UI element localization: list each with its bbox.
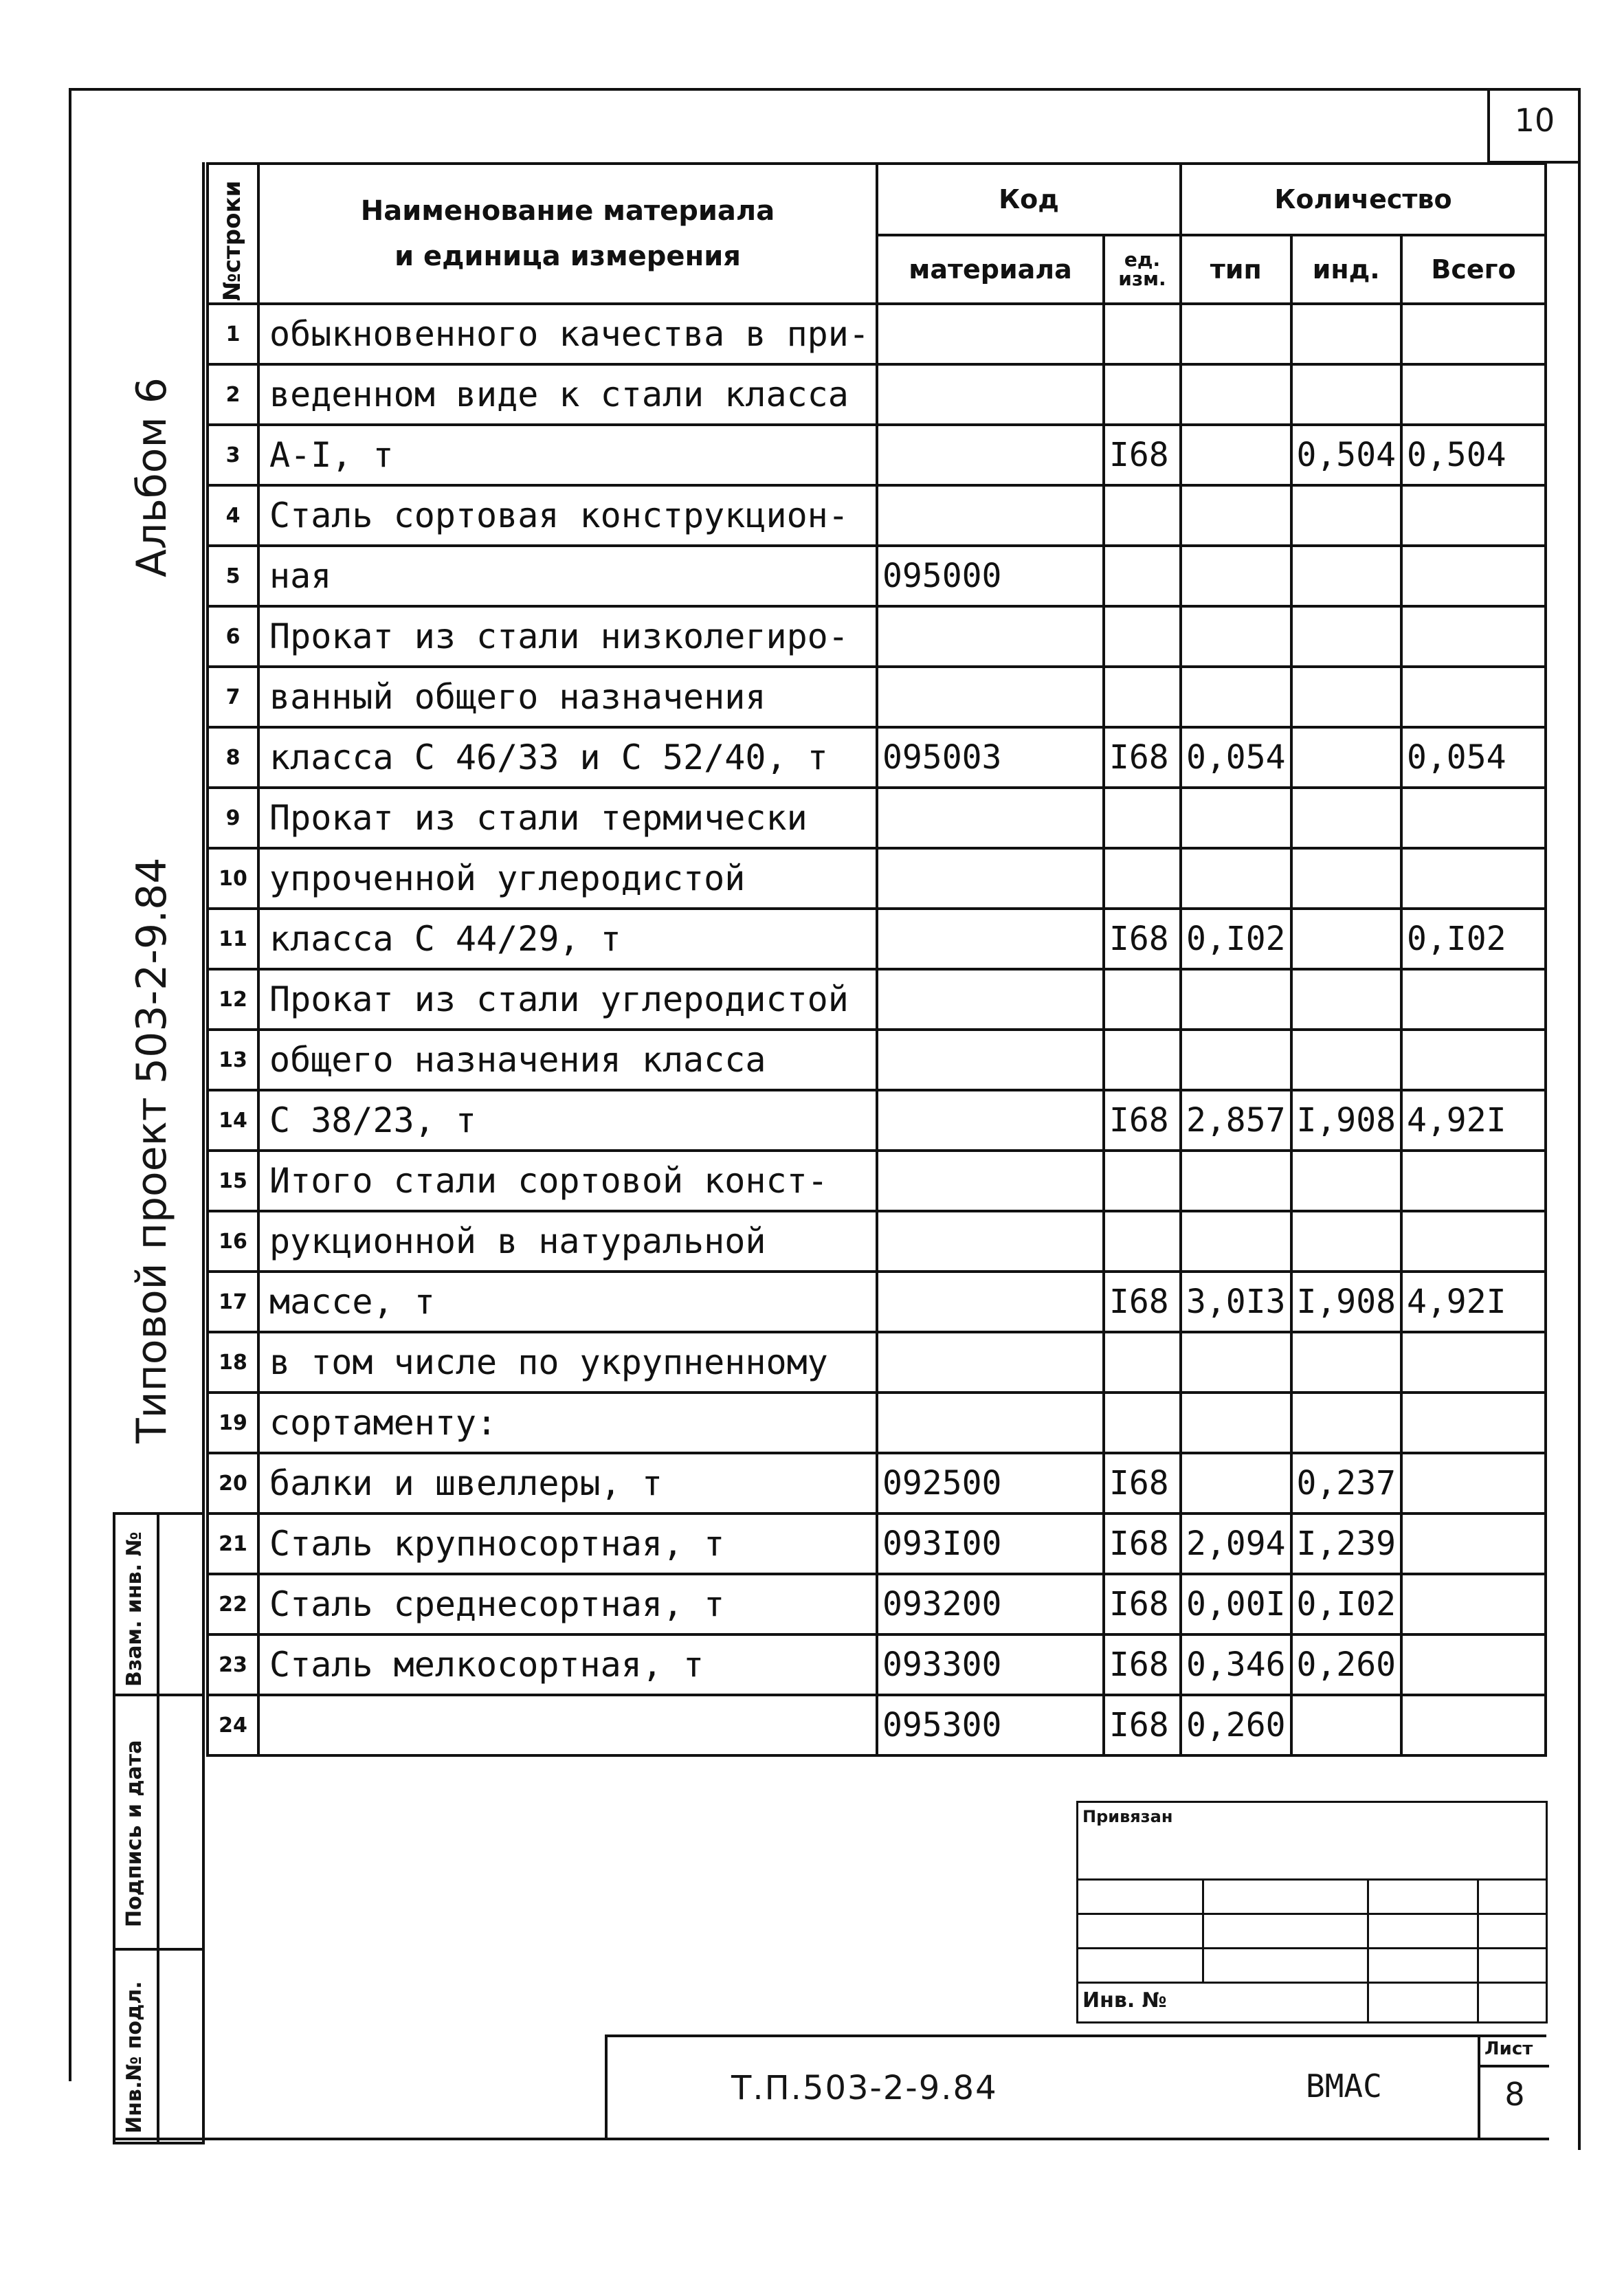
row-qty-typ: 0,I02 bbox=[1181, 909, 1291, 969]
frame-top-line bbox=[69, 88, 1581, 91]
row-material-code bbox=[877, 848, 1104, 909]
table-row bbox=[208, 1332, 1546, 1393]
row-number: 10 bbox=[208, 848, 258, 909]
row-material-code bbox=[877, 304, 1104, 364]
row-qty-ind bbox=[1291, 546, 1402, 606]
privyazan-line-3 bbox=[1078, 1947, 1546, 1949]
side-title-album: Альбом 6 bbox=[128, 377, 176, 577]
row-qty-typ: 3,0I3 bbox=[1181, 1272, 1291, 1332]
row-unit-code bbox=[1104, 788, 1181, 848]
row-number: 7 bbox=[208, 667, 258, 727]
row-qty-typ bbox=[1181, 667, 1291, 727]
row-qty-ind: 0,260 bbox=[1291, 1634, 1402, 1695]
table-row bbox=[208, 848, 1546, 909]
row-qty-total bbox=[1401, 364, 1546, 425]
row-qty-total: 0,I02 bbox=[1401, 909, 1546, 969]
table-row bbox=[208, 1453, 1546, 1514]
header-total: Всего bbox=[1401, 235, 1546, 304]
row-name: Прокат из стали углеродистой bbox=[258, 969, 877, 1030]
inv-no-label: Инв. № bbox=[1082, 1988, 1167, 2013]
row-material-code: 093300 bbox=[877, 1634, 1104, 1695]
row-qty-total bbox=[1401, 1514, 1546, 1574]
row-number: 11 bbox=[208, 909, 258, 969]
row-material-code bbox=[877, 1151, 1104, 1211]
row-material-code bbox=[877, 1272, 1104, 1332]
sheet-number: 8 bbox=[1504, 2076, 1525, 2113]
sheet-corner-box bbox=[1487, 89, 1579, 164]
row-qty-ind: 0,I02 bbox=[1291, 1574, 1402, 1634]
row-name: сортаменту: bbox=[258, 1393, 877, 1453]
row-number: 9 bbox=[208, 788, 258, 848]
sheet-box bbox=[1478, 2037, 1549, 2140]
row-unit-code bbox=[1104, 1030, 1181, 1090]
row-number: 20 bbox=[208, 1453, 258, 1514]
row-qty-ind: I,908 bbox=[1291, 1090, 1402, 1151]
left-stamp bbox=[113, 1512, 205, 2144]
row-name: рукционной в натуральной bbox=[258, 1211, 877, 1272]
row-name: С 38/23, т bbox=[258, 1090, 877, 1151]
table-row bbox=[208, 1393, 1546, 1453]
designation: Т.П.503-2-9.84 bbox=[731, 2069, 998, 2107]
privyazan-line-2 bbox=[1078, 1913, 1546, 1915]
row-material-code bbox=[877, 1393, 1104, 1453]
row-qty-total bbox=[1401, 848, 1546, 909]
row-name: в том числе по укрупненному bbox=[258, 1332, 877, 1393]
row-material-code bbox=[877, 788, 1104, 848]
row-name: А-I, т bbox=[258, 425, 877, 485]
row-material-code bbox=[877, 1030, 1104, 1090]
row-material-code: 093200 bbox=[877, 1574, 1104, 1634]
row-name: веденном виде к стали класса bbox=[258, 364, 877, 425]
row-number: 23 bbox=[208, 1634, 258, 1695]
row-qty-typ bbox=[1181, 788, 1291, 848]
table-row bbox=[208, 1211, 1546, 1272]
row-unit-code: I68 bbox=[1104, 1090, 1181, 1151]
row-qty-ind: 0,237 bbox=[1291, 1453, 1402, 1514]
row-number: 4 bbox=[208, 485, 258, 546]
table-row bbox=[208, 1151, 1546, 1211]
row-qty-typ bbox=[1181, 1030, 1291, 1090]
privyazan-vline-2 bbox=[1367, 1878, 1369, 2021]
row-qty-typ bbox=[1181, 1332, 1291, 1393]
left-stamp-split-2 bbox=[115, 1948, 205, 1951]
row-qty-typ bbox=[1181, 364, 1291, 425]
row-qty-total bbox=[1401, 1574, 1546, 1634]
row-unit-code bbox=[1104, 667, 1181, 727]
row-unit-code bbox=[1104, 485, 1181, 546]
row-qty-typ bbox=[1181, 969, 1291, 1030]
row-name: Сталь сортовая конструкцион- bbox=[258, 485, 877, 546]
row-qty-typ bbox=[1181, 425, 1291, 485]
row-unit-code: I68 bbox=[1104, 727, 1181, 788]
row-unit-code: I68 bbox=[1104, 909, 1181, 969]
row-qty-ind bbox=[1291, 727, 1402, 788]
header-name bbox=[258, 164, 877, 304]
row-qty-total bbox=[1401, 1634, 1546, 1695]
row-number: 2 bbox=[208, 364, 258, 425]
row-unit-code bbox=[1104, 546, 1181, 606]
row-qty-typ: 0,346 bbox=[1181, 1634, 1291, 1695]
row-qty-typ bbox=[1181, 1393, 1291, 1453]
row-qty-ind bbox=[1291, 364, 1402, 425]
row-name: Прокат из стали термически bbox=[258, 788, 877, 848]
row-number: 16 bbox=[208, 1211, 258, 1272]
privyazan-line-4 bbox=[1078, 1982, 1546, 1984]
row-name: общего назначения класса bbox=[258, 1030, 877, 1090]
header-quantity: Количество bbox=[1181, 164, 1546, 235]
side-title-project: Типовой проект 503-2-9.84 bbox=[128, 857, 176, 1443]
row-qty-typ: 2,857 bbox=[1181, 1090, 1291, 1151]
header-name-line1: Наименование материала bbox=[360, 195, 775, 227]
table-row bbox=[208, 727, 1546, 788]
row-qty-typ bbox=[1181, 304, 1291, 364]
row-qty-typ bbox=[1181, 1211, 1291, 1272]
sheet-box-line bbox=[1480, 2065, 1549, 2067]
header-name-line2: и единица измерения bbox=[394, 241, 741, 272]
row-qty-ind bbox=[1291, 1211, 1402, 1272]
row-material-code bbox=[877, 1332, 1104, 1393]
table-row bbox=[208, 788, 1546, 848]
row-number: 17 bbox=[208, 1272, 258, 1332]
table-row bbox=[208, 304, 1546, 364]
row-unit-code: I68 bbox=[1104, 1453, 1181, 1514]
row-qty-total bbox=[1401, 1030, 1546, 1090]
row-name: упроченной углеродистой bbox=[258, 848, 877, 909]
row-unit-code bbox=[1104, 606, 1181, 667]
row-name: Прокат из стали низколегиро- bbox=[258, 606, 877, 667]
table-row bbox=[208, 1030, 1546, 1090]
row-qty-ind bbox=[1291, 1151, 1402, 1211]
row-qty-ind: I,239 bbox=[1291, 1514, 1402, 1574]
row-unit-code bbox=[1104, 1332, 1181, 1393]
row-qty-total: 4,92I bbox=[1401, 1272, 1546, 1332]
row-unit-code: I68 bbox=[1104, 1514, 1181, 1574]
table-row bbox=[208, 1634, 1546, 1695]
row-material-code bbox=[877, 485, 1104, 546]
materials-table bbox=[206, 162, 1547, 1757]
privyazan-line-1 bbox=[1078, 1878, 1546, 1881]
org-name: ВМАС bbox=[1306, 2067, 1382, 2105]
title-block bbox=[605, 2034, 1546, 2140]
table-row bbox=[208, 909, 1546, 969]
row-name: балки и швеллеры, т bbox=[258, 1453, 877, 1514]
row-qty-total bbox=[1401, 1393, 1546, 1453]
header-ind: инд. bbox=[1291, 235, 1402, 304]
row-qty-total bbox=[1401, 606, 1546, 667]
row-number: 14 bbox=[208, 1090, 258, 1151]
header-typ: тип bbox=[1181, 235, 1291, 304]
row-qty-ind bbox=[1291, 304, 1402, 364]
row-qty-total bbox=[1401, 969, 1546, 1030]
row-name: Сталь среднесортная, т bbox=[258, 1574, 877, 1634]
row-qty-ind bbox=[1291, 606, 1402, 667]
row-qty-total bbox=[1401, 485, 1546, 546]
table-row bbox=[208, 1514, 1546, 1574]
row-qty-typ: 0,00I bbox=[1181, 1574, 1291, 1634]
table-row bbox=[208, 1272, 1546, 1332]
row-qty-total bbox=[1401, 1211, 1546, 1272]
row-qty-typ: 0,054 bbox=[1181, 727, 1291, 788]
table-row bbox=[208, 1574, 1546, 1634]
row-qty-ind bbox=[1291, 1332, 1402, 1393]
row-number: 22 bbox=[208, 1574, 258, 1634]
row-qty-ind bbox=[1291, 848, 1402, 909]
row-number: 15 bbox=[208, 1151, 258, 1211]
row-material-code: 095000 bbox=[877, 546, 1104, 606]
header-row-number bbox=[208, 164, 258, 304]
row-material-code bbox=[877, 364, 1104, 425]
header-code: Код bbox=[877, 164, 1181, 235]
row-unit-code bbox=[1104, 1211, 1181, 1272]
row-name bbox=[258, 1695, 877, 1755]
row-qty-typ bbox=[1181, 848, 1291, 909]
row-qty-typ: 0,260 bbox=[1181, 1695, 1291, 1755]
row-name: массе, т bbox=[258, 1272, 877, 1332]
row-unit-code bbox=[1104, 1151, 1181, 1211]
row-unit-code bbox=[1104, 1393, 1181, 1453]
header-material: материала bbox=[877, 235, 1104, 304]
row-qty-total: 0,504 bbox=[1401, 425, 1546, 485]
row-qty-total bbox=[1401, 788, 1546, 848]
row-qty-ind bbox=[1291, 909, 1402, 969]
row-qty-typ: 2,094 bbox=[1181, 1514, 1291, 1574]
row-material-code: 095300 bbox=[877, 1695, 1104, 1755]
row-qty-ind bbox=[1291, 667, 1402, 727]
row-number: 19 bbox=[208, 1393, 258, 1453]
row-material-code bbox=[877, 425, 1104, 485]
row-number: 18 bbox=[208, 1332, 258, 1393]
row-qty-typ bbox=[1181, 1151, 1291, 1211]
table-row bbox=[208, 546, 1546, 606]
table-row bbox=[208, 969, 1546, 1030]
row-qty-total bbox=[1401, 1453, 1546, 1514]
row-qty-total: 0,054 bbox=[1401, 727, 1546, 788]
left-stamp-split-1 bbox=[115, 1694, 205, 1696]
row-material-code bbox=[877, 667, 1104, 727]
row-qty-ind bbox=[1291, 1695, 1402, 1755]
row-unit-code: I68 bbox=[1104, 1574, 1181, 1634]
row-qty-total bbox=[1401, 1151, 1546, 1211]
row-qty-ind bbox=[1291, 1030, 1402, 1090]
row-material-code bbox=[877, 909, 1104, 969]
row-qty-total bbox=[1401, 304, 1546, 364]
table-row bbox=[208, 1695, 1546, 1755]
row-qty-ind: 0,504 bbox=[1291, 425, 1402, 485]
header-row-number-label: №строки bbox=[219, 180, 246, 301]
row-material-code: 093I00 bbox=[877, 1514, 1104, 1574]
row-qty-ind bbox=[1291, 969, 1402, 1030]
row-qty-typ bbox=[1181, 606, 1291, 667]
row-unit-code: I68 bbox=[1104, 425, 1181, 485]
table-row bbox=[208, 425, 1546, 485]
stamp-signature-date: Подпись и дата bbox=[122, 1740, 146, 1927]
row-name: ная bbox=[258, 546, 877, 606]
row-material-code bbox=[877, 1211, 1104, 1272]
row-qty-total bbox=[1401, 1332, 1546, 1393]
header-unit: ед. изм. bbox=[1104, 235, 1181, 304]
row-material-code bbox=[877, 969, 1104, 1030]
table-row bbox=[208, 364, 1546, 425]
sheet-label: Лист bbox=[1484, 2039, 1533, 2059]
privyazan-vline-1 bbox=[1202, 1878, 1204, 1982]
row-qty-typ bbox=[1181, 485, 1291, 546]
row-qty-ind bbox=[1291, 485, 1402, 546]
table-row bbox=[208, 667, 1546, 727]
row-name: класса С 44/29, т bbox=[258, 909, 877, 969]
row-qty-ind bbox=[1291, 1393, 1402, 1453]
row-qty-total bbox=[1401, 667, 1546, 727]
row-number: 8 bbox=[208, 727, 258, 788]
row-unit-code bbox=[1104, 848, 1181, 909]
row-qty-ind bbox=[1291, 788, 1402, 848]
row-name: класса С 46/33 и С 52/40, т bbox=[258, 727, 877, 788]
row-number: 6 bbox=[208, 606, 258, 667]
row-unit-code: I68 bbox=[1104, 1634, 1181, 1695]
row-unit-code bbox=[1104, 969, 1181, 1030]
row-name: Итого стали сортовой конст- bbox=[258, 1151, 877, 1211]
row-name: Сталь крупносортная, т bbox=[258, 1514, 877, 1574]
row-qty-total bbox=[1401, 1695, 1546, 1755]
sheet-corner-number: 10 bbox=[1514, 102, 1555, 139]
row-number: 3 bbox=[208, 425, 258, 485]
privyazan-vline-3 bbox=[1477, 1878, 1479, 2021]
frame-left-line bbox=[69, 88, 71, 2081]
table-row bbox=[208, 606, 1546, 667]
privyazan-block bbox=[1076, 1801, 1548, 2023]
left-stamp-divider bbox=[157, 1515, 159, 2142]
row-unit-code bbox=[1104, 364, 1181, 425]
row-number: 1 bbox=[208, 304, 258, 364]
row-material-code bbox=[877, 1090, 1104, 1151]
row-qty-typ bbox=[1181, 546, 1291, 606]
row-number: 21 bbox=[208, 1514, 258, 1574]
row-name: Сталь мелкосортная, т bbox=[258, 1634, 877, 1695]
row-qty-total bbox=[1401, 546, 1546, 606]
row-name: обыкновенного качества в при- bbox=[258, 304, 877, 364]
privyazan-label: Привязан bbox=[1082, 1807, 1173, 1826]
row-number: 24 bbox=[208, 1695, 258, 1755]
row-name: ванный общего назначения bbox=[258, 667, 877, 727]
table-row bbox=[208, 1090, 1546, 1151]
row-number: 13 bbox=[208, 1030, 258, 1090]
stamp-inv-podl: Инв.№ подл. bbox=[122, 1981, 146, 2133]
row-number: 12 bbox=[208, 969, 258, 1030]
row-material-code: 092500 bbox=[877, 1453, 1104, 1514]
row-qty-typ bbox=[1181, 1453, 1291, 1514]
row-unit-code: I68 bbox=[1104, 1272, 1181, 1332]
row-material-code: 095003 bbox=[877, 727, 1104, 788]
row-qty-total: 4,92I bbox=[1401, 1090, 1546, 1151]
row-qty-ind: I,908 bbox=[1291, 1272, 1402, 1332]
stamp-vzam-inv: Взам. инв. № bbox=[122, 1531, 146, 1687]
row-material-code bbox=[877, 606, 1104, 667]
row-unit-code: I68 bbox=[1104, 1695, 1181, 1755]
row-unit-code bbox=[1104, 304, 1181, 364]
frame-right-line bbox=[1578, 88, 1581, 2150]
table-row bbox=[208, 485, 1546, 546]
row-number: 5 bbox=[208, 546, 258, 606]
